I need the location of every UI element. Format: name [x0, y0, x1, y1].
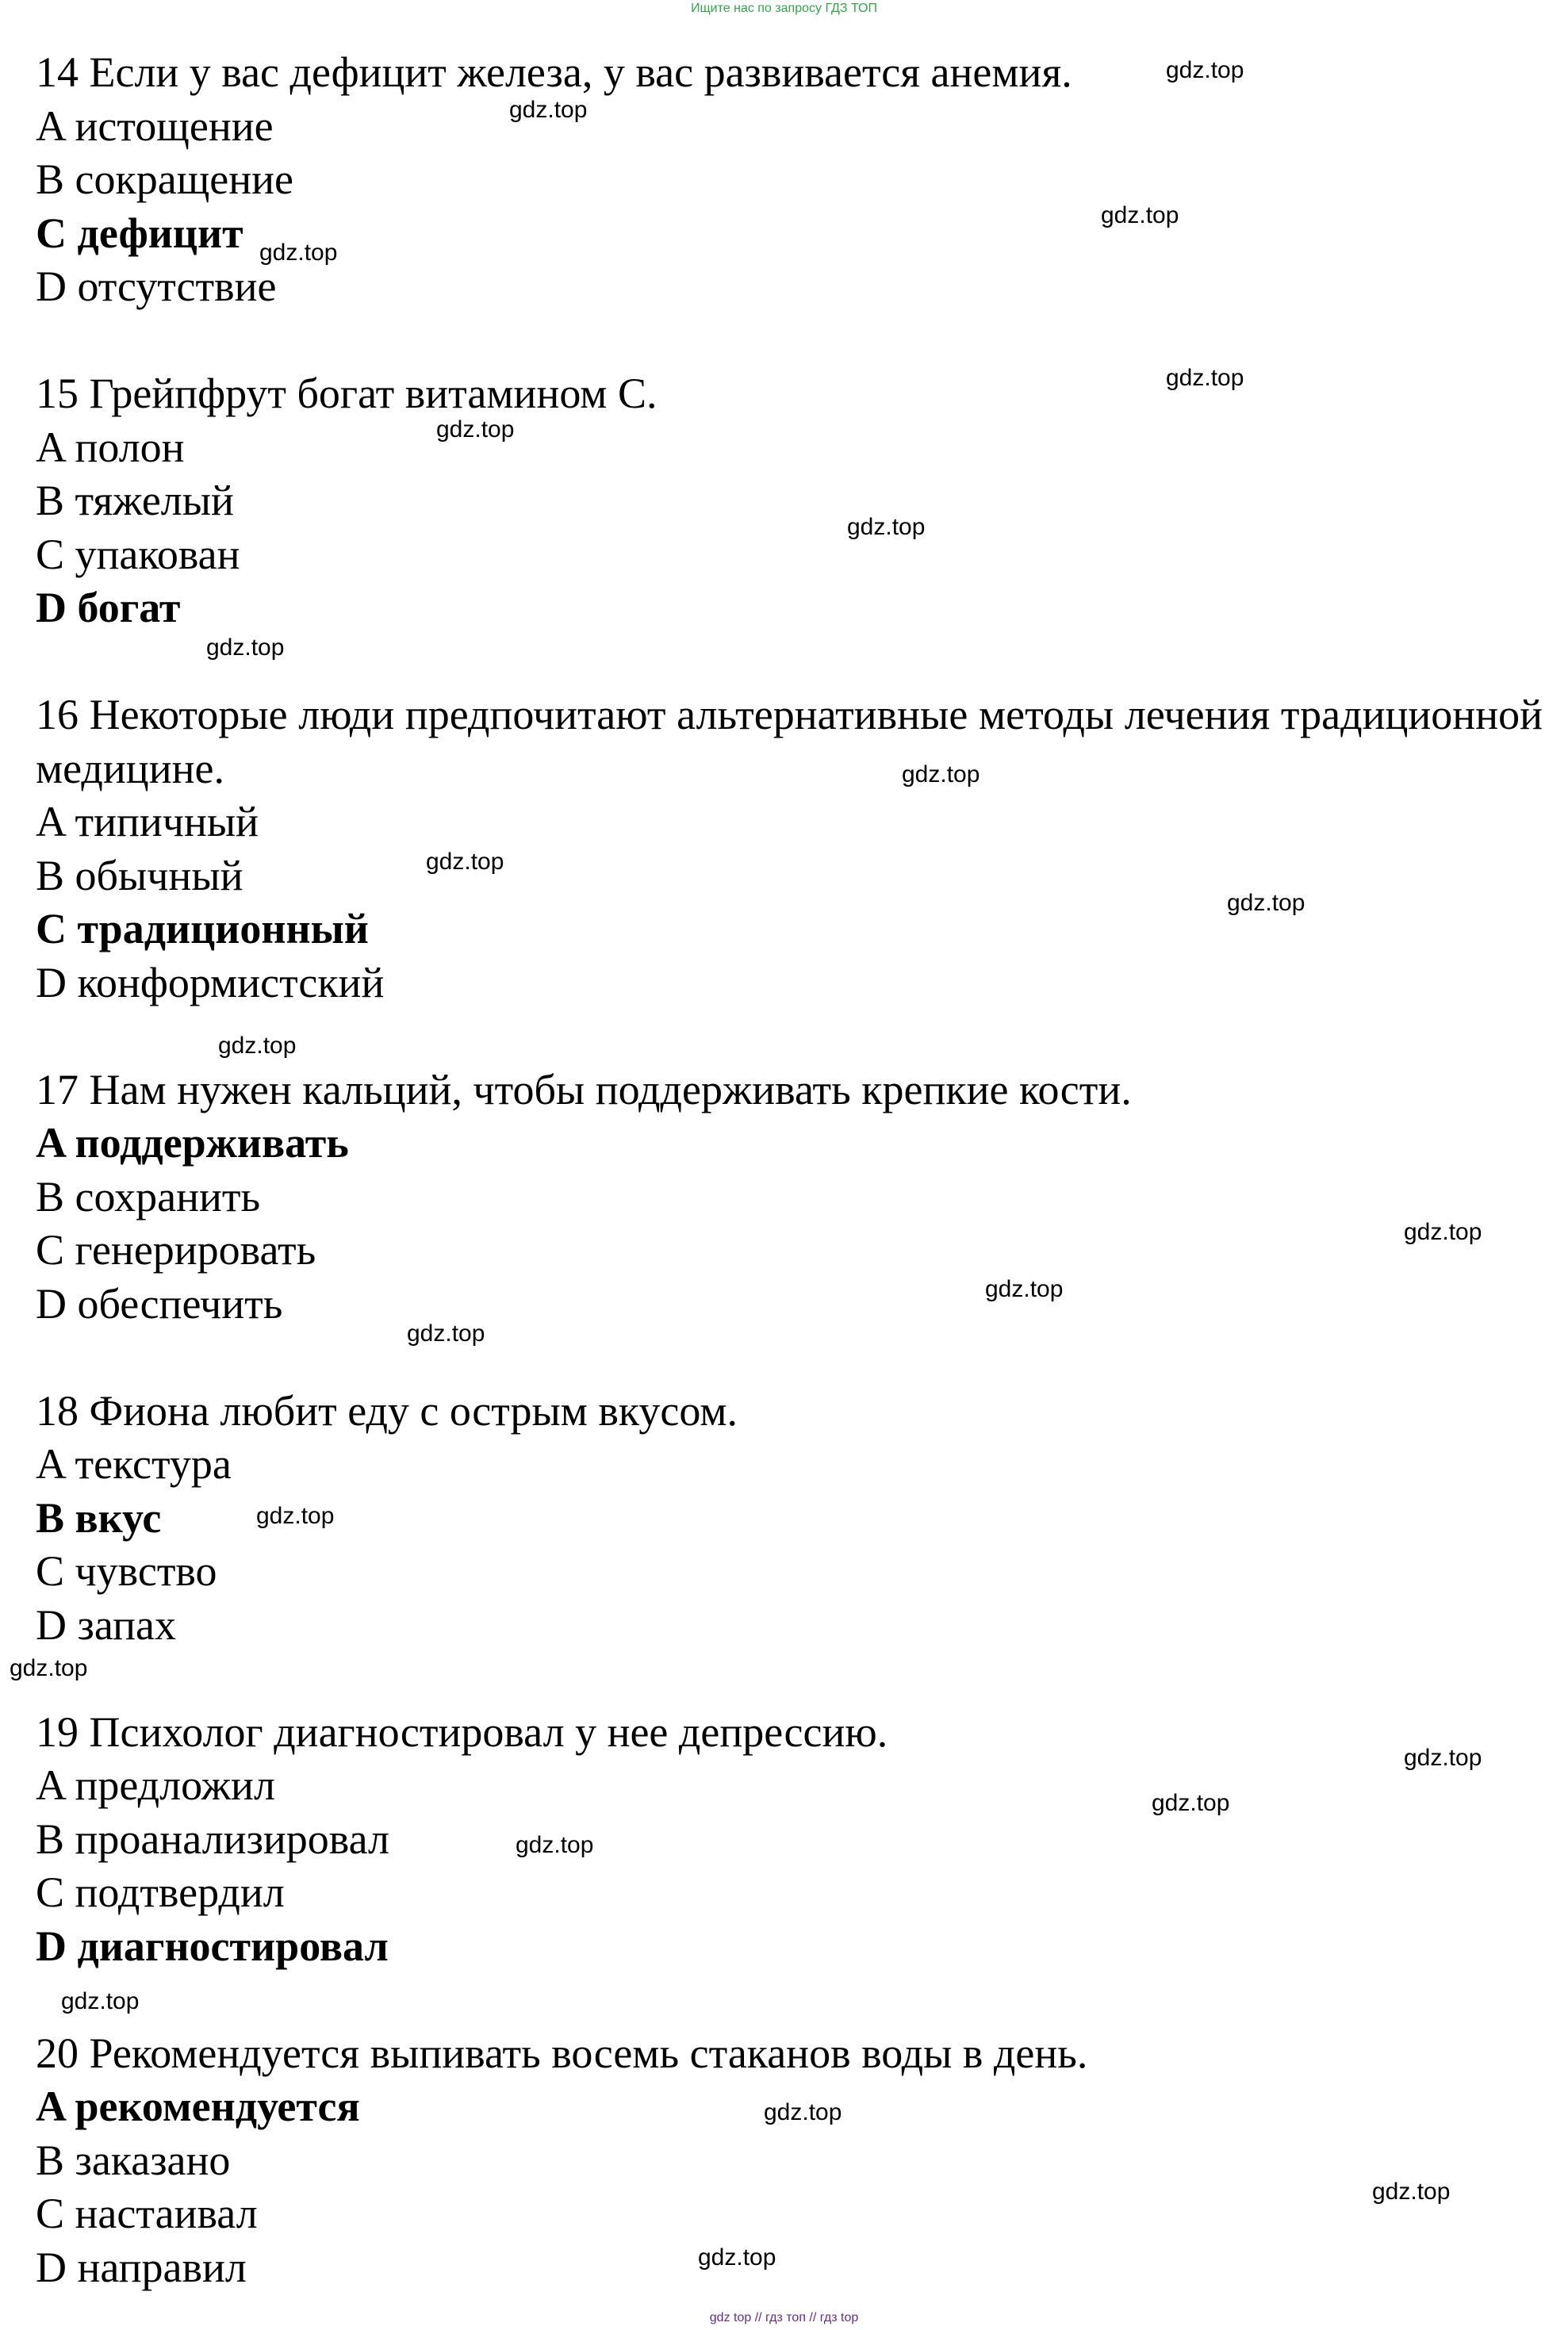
watermark: gdz.top	[516, 1832, 594, 1858]
watermark: gdz.top	[426, 849, 504, 875]
option-a-correct: A рекомендуется	[36, 2083, 360, 2130]
question-text: 19 Психолог диагностировал у нее депрессию.	[36, 1707, 888, 1756]
option-c: C упакован	[36, 530, 240, 578]
option-b-correct: B вкус	[36, 1493, 162, 1542]
question-19	[36, 1706, 1543, 1974]
watermark: gdz.top	[61, 1988, 140, 2014]
option-d: D конформистский	[36, 958, 385, 1006]
option-a: A типичный	[36, 798, 259, 845]
watermark: gdz.top	[764, 2099, 842, 2125]
watermark: gdz.top	[10, 1655, 88, 1681]
question-text: 18 Фиона любит еду с острым вкусом.	[36, 1386, 738, 1435]
answer-sheet	[36, 46, 1543, 2294]
watermark: gdz.top	[985, 1276, 1064, 1302]
option-d: D отсутствие	[36, 263, 277, 310]
option-a: A истощение	[36, 102, 274, 150]
watermark: gdz.top	[1166, 365, 1244, 391]
watermark: gdz.top	[1101, 202, 1179, 228]
option-b: B заказано	[36, 2136, 231, 2184]
watermark: gdz.top	[698, 2244, 776, 2271]
watermark: gdz.top	[1227, 890, 1305, 916]
option-b: B тяжелый	[36, 477, 234, 524]
question-15	[36, 367, 1543, 635]
question-text: 15 Грейпфрут богат витамином С.	[36, 370, 657, 417]
watermark: gdz.top	[1404, 1219, 1482, 1245]
footer-links: gdz top // гдз топ // гдз top	[709, 2311, 859, 2324]
option-a: A полон	[36, 423, 185, 471]
option-c: C генерировать	[36, 1226, 316, 1274]
question-16	[36, 688, 1543, 1010]
option-c-correct: C дефицит	[36, 209, 243, 257]
question-text: 17 Нам нужен кальций, чтобы поддерживать крепкие кости.	[36, 1065, 1132, 1113]
option-b: B проанализировал	[36, 1815, 389, 1863]
option-b: B обычный	[36, 851, 243, 899]
watermark: gdz.top	[259, 240, 338, 266]
question-text: 20 Рекомендуется выпивать восемь стаканов воды в день.	[36, 2029, 1088, 2077]
option-b: B сохранить	[36, 1172, 261, 1221]
question-20	[36, 2027, 1543, 2295]
question-14	[36, 46, 1543, 314]
question-text: 14 Если у вас дефицит железа, у вас развивается анемия.	[36, 48, 1072, 96]
watermark: gdz.top	[509, 97, 588, 123]
watermark: gdz.top	[847, 514, 926, 540]
watermark: gdz.top	[407, 1320, 485, 1347]
option-c: C подтвердил	[36, 1868, 285, 1916]
watermark: gdz.top	[256, 1503, 335, 1529]
option-a-correct: A поддерживать	[36, 1119, 349, 1167]
question-17	[36, 1063, 1543, 1332]
option-c: C настаивал	[36, 2190, 258, 2237]
watermark: gdz.top	[206, 634, 285, 661]
question-text: 16 Некоторые люди предпочитают альтернативные методы лечения традиционной медицине.	[36, 691, 1543, 792]
watermark: gdz.top	[1152, 1790, 1230, 1816]
top-banner: Ищите нас по запросу ГДЗ ТОП	[691, 2, 877, 15]
option-c-correct: C традиционный	[36, 905, 369, 952]
watermark: gdz.top	[1166, 57, 1244, 83]
option-d-correct: D диагностировал	[36, 1922, 389, 1970]
option-c: C чувство	[36, 1547, 217, 1595]
option-a: A текстура	[36, 1440, 232, 1488]
option-b: B сокращение	[36, 155, 294, 203]
watermark: gdz.top	[1404, 1745, 1482, 1771]
watermark: gdz.top	[902, 761, 980, 788]
watermark: gdz.top	[218, 1033, 297, 1059]
watermark: gdz.top	[436, 416, 515, 443]
option-d: D запах	[36, 1600, 176, 1649]
option-d: D направил	[36, 2243, 247, 2291]
option-d: D обеспечить	[36, 1279, 283, 1328]
watermark: gdz.top	[1372, 2179, 1451, 2205]
option-a: A предложил	[36, 1761, 275, 1809]
option-d-correct: D богат	[36, 584, 181, 631]
